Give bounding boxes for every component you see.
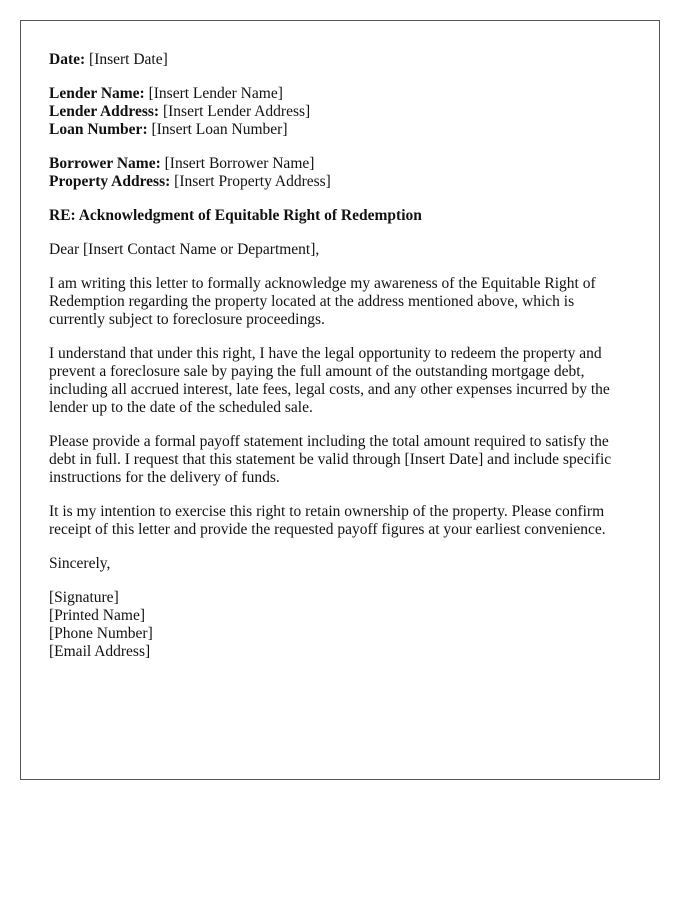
borrower-name-label: Borrower Name: bbox=[49, 155, 161, 172]
lender-address-line bbox=[49, 103, 631, 121]
borrower-block bbox=[49, 155, 631, 191]
subject-line: RE: Acknowledgment of Equitable Right of Redemption bbox=[49, 207, 422, 224]
lender-block bbox=[49, 85, 631, 139]
lender-name-value: [Insert Lender Name] bbox=[148, 85, 283, 102]
date-line bbox=[49, 51, 631, 69]
signature-block bbox=[49, 589, 631, 661]
loan-number-value: [Insert Loan Number] bbox=[151, 121, 288, 138]
phone-number-line: [Phone Number] bbox=[49, 625, 153, 642]
salutation: Dear [Insert Contact Name or Department], bbox=[49, 241, 320, 258]
borrower-name-value: [Insert Borrower Name] bbox=[164, 155, 315, 172]
closing: Sincerely, bbox=[49, 555, 111, 572]
loan-number-line bbox=[49, 121, 631, 139]
body-paragraph-2: I understand that under this right, I have the legal opportunity to redeem the property and prevent a foreclosure sale by paying the full amount of the outstanding mortgage debt, including all accrued interest, late fees, legal costs, and any other expenses incurred by the lender up to the date of the scheduled sale. bbox=[49, 345, 610, 416]
body-paragraph-1: I am writing this letter to formally acknowledge my awareness of the Equitable Right of Redemption regarding the property located at the address mentioned above, which is currently subject to foreclosure proceedings. bbox=[49, 275, 596, 328]
lender-name-label: Lender Name: bbox=[49, 85, 145, 102]
body-paragraph-3: Please provide a formal payoff statement including the total amount required to satisfy the debt in full. I request that this statement be valid through [Insert Date] and include specific instructions for the delivery of funds. bbox=[49, 433, 612, 486]
property-address-line bbox=[49, 173, 631, 191]
date-label: Date: bbox=[49, 51, 86, 68]
date-value: [Insert Date] bbox=[89, 51, 168, 68]
lender-address-value: [Insert Lender Address] bbox=[162, 103, 311, 120]
body-paragraph-4: It is my intention to exercise this right to retain ownership of the property. Please confirm receipt of this letter and provide the requested payoff figures at your earliest convenience. bbox=[49, 503, 606, 538]
letter-page bbox=[20, 20, 660, 780]
printed-name-line: [Printed Name] bbox=[49, 607, 145, 624]
property-address-label: Property Address: bbox=[49, 173, 171, 190]
signature-line: [Signature] bbox=[49, 589, 119, 606]
borrower-name-line bbox=[49, 155, 631, 173]
property-address-value: [Insert Property Address] bbox=[174, 173, 331, 190]
lender-name-line bbox=[49, 85, 631, 103]
email-address-line: [Email Address] bbox=[49, 643, 151, 660]
loan-number-label: Loan Number: bbox=[49, 121, 148, 138]
lender-address-label: Lender Address: bbox=[49, 103, 160, 120]
